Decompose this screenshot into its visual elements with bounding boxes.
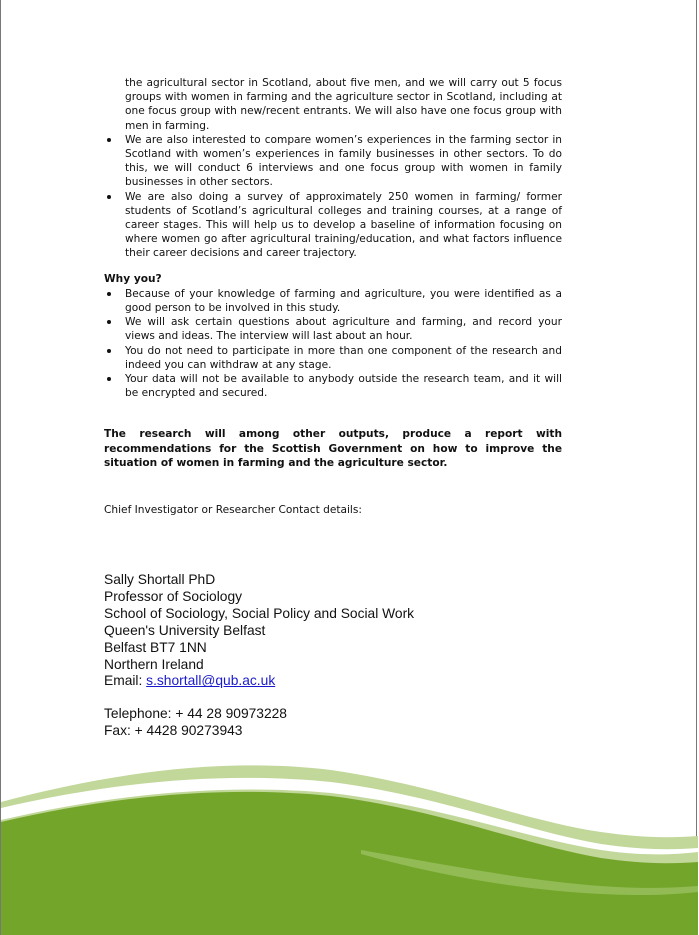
contact-title: Professor of Sociology [104,588,243,604]
list-item: We are also doing a survey of approximately 250 women in farming/ former students of Scotland’s agricultural colleges and training courses, at a range of career stages. This will help us to develop a baseline of information focusing on where women go after agricultural training/education, and what factors influence their career decisions and career trajectory. [104,190,562,261]
email-link[interactable]: s.shortall@qub.ac.uk [146,673,276,689]
body-text [104,76,562,528]
list-item: We are also interested to compare women’s experiences in the farming sector in Scotland with women’s experiences in family businesses in other sectors. To do this, we will conduct 6 interviews and one focus group with women in family businesses in other sectors. [104,133,562,190]
contact-university: Queen's University Belfast [104,622,266,638]
contact-fax: Fax: + 4428 90273943 [104,723,243,739]
section-heading-why-you: Why you? [104,272,162,285]
list-item: We will ask certain questions about agriculture and farming, and record your views and ideas. The interview will last about an hour. [104,315,562,343]
contact-region: Northern Ireland [104,656,204,672]
list-item: You do not need to participate in more than one component of the research and indeed you can withdraw at any stage. [104,344,562,372]
contact-telephone: Telephone: + 44 28 90973228 [104,706,287,722]
contact-email-row [104,673,414,690]
contact-school: School of Sociology, Social Policy and Social Work [104,605,415,621]
contact-city: Belfast BT7 1NN [104,639,207,655]
methods-list [104,133,562,261]
wave-dark-band [1,792,698,935]
continued-paragraph: the agricultural sector in Scotland, about five men, and we will carry out 5 focus groups with women in farming and the agriculture sector in Scotland, including at one focus group with new/recent entrants. We will also have one focus group with men in farming. [125,77,562,132]
conclusion-paragraph: The research will among other outputs, produce a report with recommendations for the Scottish Government on how to improve the situation of women in farming and the agriculture sector. [104,428,562,469]
contact-label: Chief Investigator or Researcher Contact details: [104,504,362,517]
footer-wave-decoration [1,740,698,935]
list-item: Your data will not be available to anybody outside the research team, and it will be encrypted and secured. [104,372,562,400]
why-you-list [104,287,562,401]
list-item: Because of your knowledge of farming and agriculture, you were identified as a good person to be involved in this study. [104,287,562,315]
email-label: Email: [104,673,147,689]
contact-details [104,572,414,740]
contact-name: Sally Shortall PhD [104,572,216,587]
